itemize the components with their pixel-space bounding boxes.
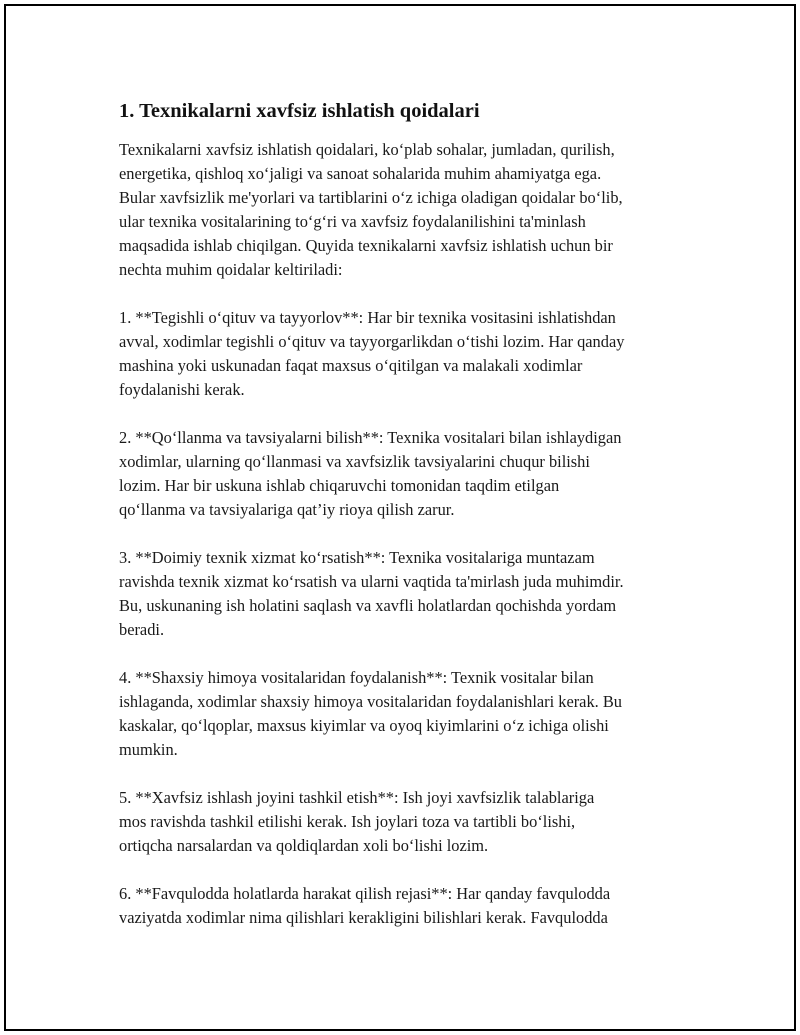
rule-3-paragraph: 3. **Doimiy texnik xizmat ko‘rsatish**: Texnika vositalariga muntazam ravishda texnik xizmat ko‘rsatish va ularni vaqtida ta'mirlash juda muhimdir. Bu, uskunaning ish holatini saqlash va xavfli holatlardan qochishda yordam beradi. xyxy=(119,548,624,639)
rule-4-paragraph: 4. **Shaxsiy himoya vositalaridan foydalanish**: Texnik vositalar bilan ishlaganda, xodimlar shaxsiy himoya vositalaridan foydalanishlari kerak. Bu kaskalar, qo‘lqoplar, maxsus kiyimlar va oyoq kiyimlarini o‘z ichiga olishi mumkin. xyxy=(119,668,622,759)
page-frame xyxy=(4,4,796,1031)
rule-1-paragraph: 1. **Tegishli o‘qituv va tayyorlov**: Har bir texnika vositasini ishlatishdan avval, xodimlar tegishli o‘qituv va tayyorgarlikdan o‘tishi lozim. Har qanday mashina yoki uskunadan faqat maxsus o‘qitilgan va malakali xodimlar foydalanishi kerak. xyxy=(119,308,625,399)
document-body xyxy=(119,98,699,930)
rule-2-paragraph: 2. **Qo‘llanma va tavsiyalarni bilish**: Texnika vositalari bilan ishlaydigan xodimlar, ularning qo‘llanmasi va xavfsizlik tavsiyalarini chuqur bilishi lozim. Har bir uskuna ishlab chiqaruvchi tomonidan taqdim etilgan qo‘llanma va tavsiyalariga qat’iy rioya qilish zarur. xyxy=(119,428,622,519)
page-title: 1. Texnikalarni xavfsiz ishlatish qoidalari xyxy=(119,100,480,122)
rule-5-paragraph: 5. **Xavfsiz ishlash joyini tashkil etish**: Ish joyi xavfsizlik talablariga mos ravishda tashkil etilishi kerak. Ish joylari toza va tartibli bo‘lishi, ortiqcha narsalardan va qoldiqlardan xoli bo‘lishi lozim. xyxy=(119,788,595,855)
rule-6-paragraph: 6. **Favqulodda holatlarda harakat qilish rejasi**: Har qanday favqulodda vaziyatda xodimlar nima qilishlari kerakligini bilishlari kerak. Favqulodda xyxy=(119,884,611,927)
intro-paragraph: Texnikalarni xavfsiz ishlatish qoidalari, ko‘plab sohalar, jumladan, qurilish, energetika, qishloq xo‘jaligi va sanoat sohalarida muhim ahamiyatga ega. Bular xavfsizlik me'yorlari va tartiblarini o‘z ichiga oladigan qoidalar bo‘lib, ular texnika vositalarining to‘g‘ri va xavfsiz foydalanilishini ta'minlash maqsadida ishlab chiqilgan. Quyida texnikalarni xavfsiz ishlatish uchun bir nechta muhim qoidalar keltiriladi: xyxy=(119,140,623,279)
